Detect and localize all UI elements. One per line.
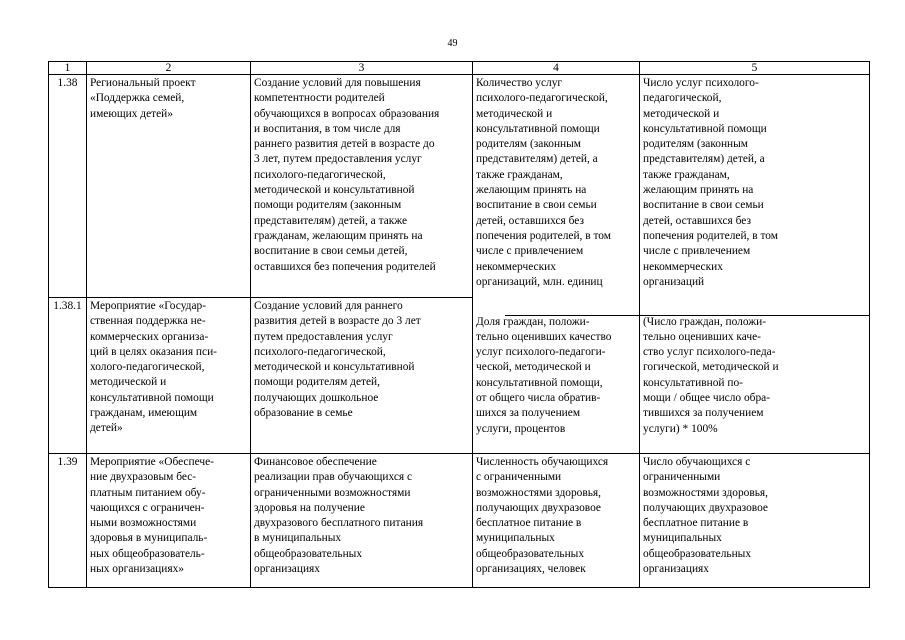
table-row <box>49 298 870 454</box>
indicator-cell: Количество услуг психолого-педагогической, методической и консультативной помощи родителям (законным представителям) детей, а также гражданам, желающим принять на воспитание в свои семьи детей, оставшихся без попечения родителей, в том числе с привлечением некоммерческих организаций, млн. единиц <box>473 75 640 298</box>
event-name-cell: Мероприятие «Обеспече- ние двухразовым бес- платным питанием обу- чающихся с ограничен- ными возможностями здоровья в муниципаль- ных общеобразователь- ных организациях» <box>87 454 251 588</box>
column-header: 5 <box>640 62 870 75</box>
table-row <box>49 454 870 588</box>
column-header: 2 <box>87 62 251 75</box>
page-number: 49 <box>447 38 458 49</box>
column-header: 4 <box>473 62 640 75</box>
task-cell: Создание условий для раннего развития детей в возрасте до 3 лет путем предоставления услуг психолого-педагогической, методической и консультативной помощи родителям детей, получающих дошкольное образование в семье <box>251 298 473 454</box>
indicator-cell: Доля граждан, положи- тельно оценивших качество услуг психолого-педагоги- ческой, методической и консультативной помощи, от общего числа обратив- шихся за получением услуги, процентов <box>473 298 640 454</box>
column-header: 1 <box>49 62 87 75</box>
formula-divider <box>686 315 870 316</box>
formula-cell: (Число граждан, положи- тельно оценивших каче- ство услуг психолого-педа- гогической, методической и консультативной по- мощи / общее число обра- тившихся за получением услуги) * 100% <box>640 298 870 454</box>
row-number: 1.39 <box>49 454 87 588</box>
row-number: 1.38.1 <box>49 298 87 454</box>
indicator-cell: Численность обучающихся с ограниченными возможностями здоровья, получающих двухразовое бесплатное питание в муниципальных общеобразовательных организациях, человек <box>473 454 640 588</box>
row-number: 1.38 <box>49 75 87 298</box>
indicator-divider <box>505 315 686 316</box>
formula-cell: Число обучающихся с ограниченными возможностями здоровья, получающих двухразовое бесплатное питание в муниципальных общеобразовательных организациях <box>640 454 870 588</box>
event-name-cell: Мероприятие «Государ- ственная поддержка не- коммерческих организа- ций в целях оказания пси- холого-педагогической, методической и консультативной помощи гражданам, имеющим детей» <box>87 298 251 454</box>
task-cell: Создание условий для повышения компетентности родителей обучающихся в вопросах образования и воспитания, в том числе для раннего развития детей в возрасте до 3 лет, путем предоставления услуг психолого-педагогической, методической и консультативной помощи родителям (законным представителям) детей, а также гражданам, желающим принять на воспитание в свои семьи детей, оставшихся без попечения родителей <box>251 75 473 298</box>
task-cell: Финансовое обеспечение реализации прав обучающихся с ограниченными возможностями здоровья на получение двухразового бесплатного питания в муниципальных общеобразовательных организациях <box>251 454 473 588</box>
table-header-row <box>49 62 870 75</box>
formula-cell: Число услуг психолого- педагогической, методической и консультативной помощи родителям (законным представителям) детей, а также гражданам, желающим принять на воспитание в свои семьи детей, оставшихся без попечения родителей, в том числе с привлечением некоммерческих организаций <box>640 75 870 298</box>
indicators-table <box>48 61 870 588</box>
event-name-cell: Региональный проект «Поддержка семей, имеющих детей» <box>87 75 251 298</box>
table-row <box>49 75 870 298</box>
column-header: 3 <box>251 62 473 75</box>
